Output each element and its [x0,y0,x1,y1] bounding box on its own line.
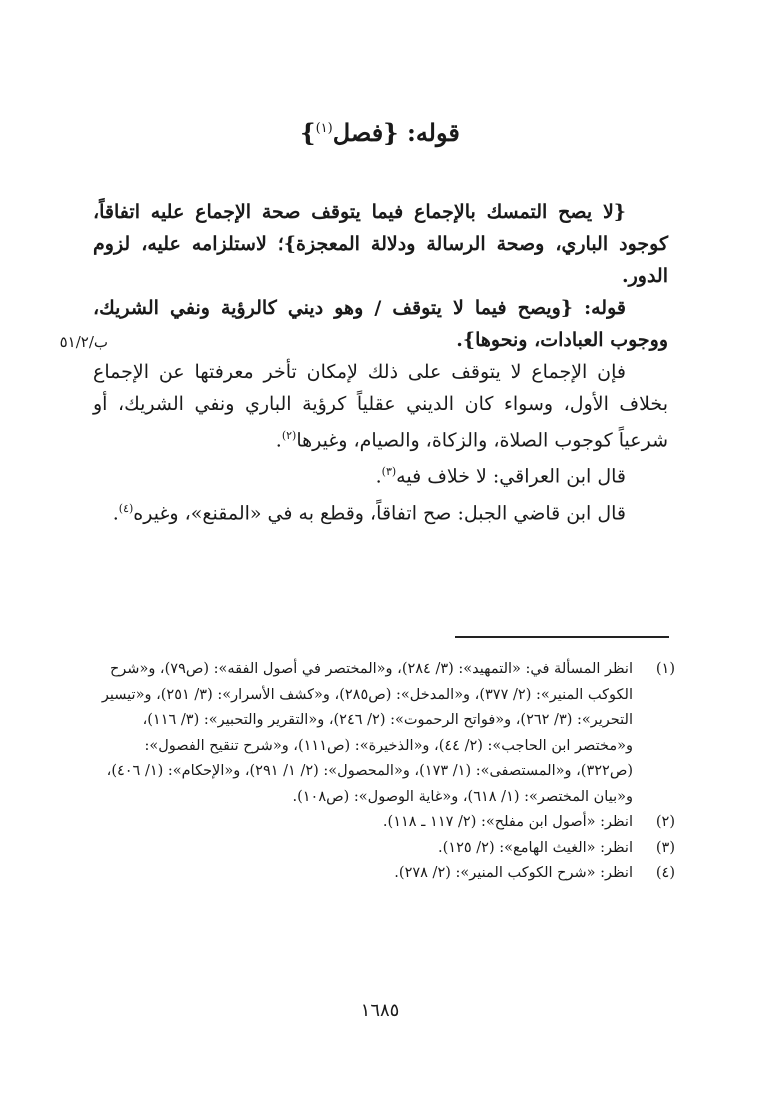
paragraph-rule-statement [93,196,668,292]
heading-close-brace: } [300,118,316,147]
footnote-ref: (٢) [281,429,297,442]
footnote-text: انظر المسألة في: «التمهيد»: (٣/ ٢٨٤)، و«المختصر في أصول الفقه»: (ص٧٩)، و«شرح الكوكب المنير»: (٢/ ٣٧٧)، و«المدخل»: (ص٢٨٥)، و«كشف الأسرار»: (٣/ ٢٥١)، و«تيسير التحرير»: (٣/ ٢٦٢)، و«فواتح الرحموت»: (٢/ ٢٤٦)، و«التقرير والتحبير»: (٣/ ١١٦)، و«مختصر ابن الحاجب»: (٢/ ٤٤)، و«الذخيرة»: (ص١١١)، و«شرح تنقيح الفصول»: (ص٣٢٢)، و«المستصفى»: (١/ ١٧٣)، و«المحصول»: (٢/ ١/ ٢٩١)، و«الإحكام»: (١/ ٤٠٦)، و«بيان المختصر»: (١/ ٦١٨)، و«غاية الوصول»: (ص١٠٨). [101,661,633,805]
paragraph-text: قال ابن العراقي: لا خلاف فيه [396,465,626,488]
footnote [85,836,675,862]
footnote [85,657,675,810]
heading-footnote-ref: (١) [315,121,333,136]
section-heading [0,118,760,147]
footnote-text: انظر: «شرح الكوكب المنير»: (٢/ ٢٧٨). [394,865,633,881]
paragraph-end: . [275,429,282,452]
paragraph-text: قال ابن قاضي الجبل: صح اتفاقاً، وقطع به في «المقنع»، وغيره [133,501,626,524]
paragraph-end: . [375,465,382,488]
footnote-text: انظر: «الغيث الهامع»: (٢/ ١٢٥). [438,839,633,856]
footnote-text: انظر: «أصول ابن مفلح»: (٢/ ١١٧ ـ ١١٨). [382,814,633,830]
footnote-number: (٤) [655,865,675,881]
footnote [85,810,675,836]
heading-text: قوله: {فصل [332,118,460,147]
footnote-separator [455,636,669,638]
footnote-number: (٣) [655,839,675,856]
footnote-number: (٢) [655,814,675,830]
footnotes [85,657,675,887]
footnote-ref: (٤) [118,501,134,515]
paragraph-valid-case [93,292,668,356]
main-text [93,196,668,529]
paragraph-ibn-qadi-aljabal [93,493,668,529]
footnote-ref: (٣) [381,465,397,479]
footnote-number: (١) [655,661,675,677]
paragraph-text: قوله: {ويصح فيما لا يتوقف / وهو ديني كالرؤية ونفي الشريك، ووجوب العبادات، ونحوها}. [93,297,668,351]
footnote [85,861,675,887]
paragraph-text: {لا يصح التمسك بالإجماع فيما يتوقف صحة الإجماع عليه اتفاقاً، كوجود الباري، وصحة الرسالة ودلالة المعجزة}؛ لاستلزامه عليه، لزوم الدور. [93,201,668,287]
paragraph-ibn-iraqi [93,456,668,492]
paragraph-end: . [112,501,119,524]
paragraph-explanation [93,356,668,456]
paragraph-text: فإن الإجماع لا يتوقف على ذلك لإمكان تأخر معرفتها عن الإجماع بخلاف الأول، وسواء كان الديني عقلياً كرؤية الباري ونفي الشريك، أو شرعياً كوجوب الصلاة، والزكاة، والصيام، وغيرها [93,361,668,452]
manuscript-margin-note: ب/٥١/٢ [59,333,108,351]
page-number: ١٦٨٥ [360,1000,400,1021]
